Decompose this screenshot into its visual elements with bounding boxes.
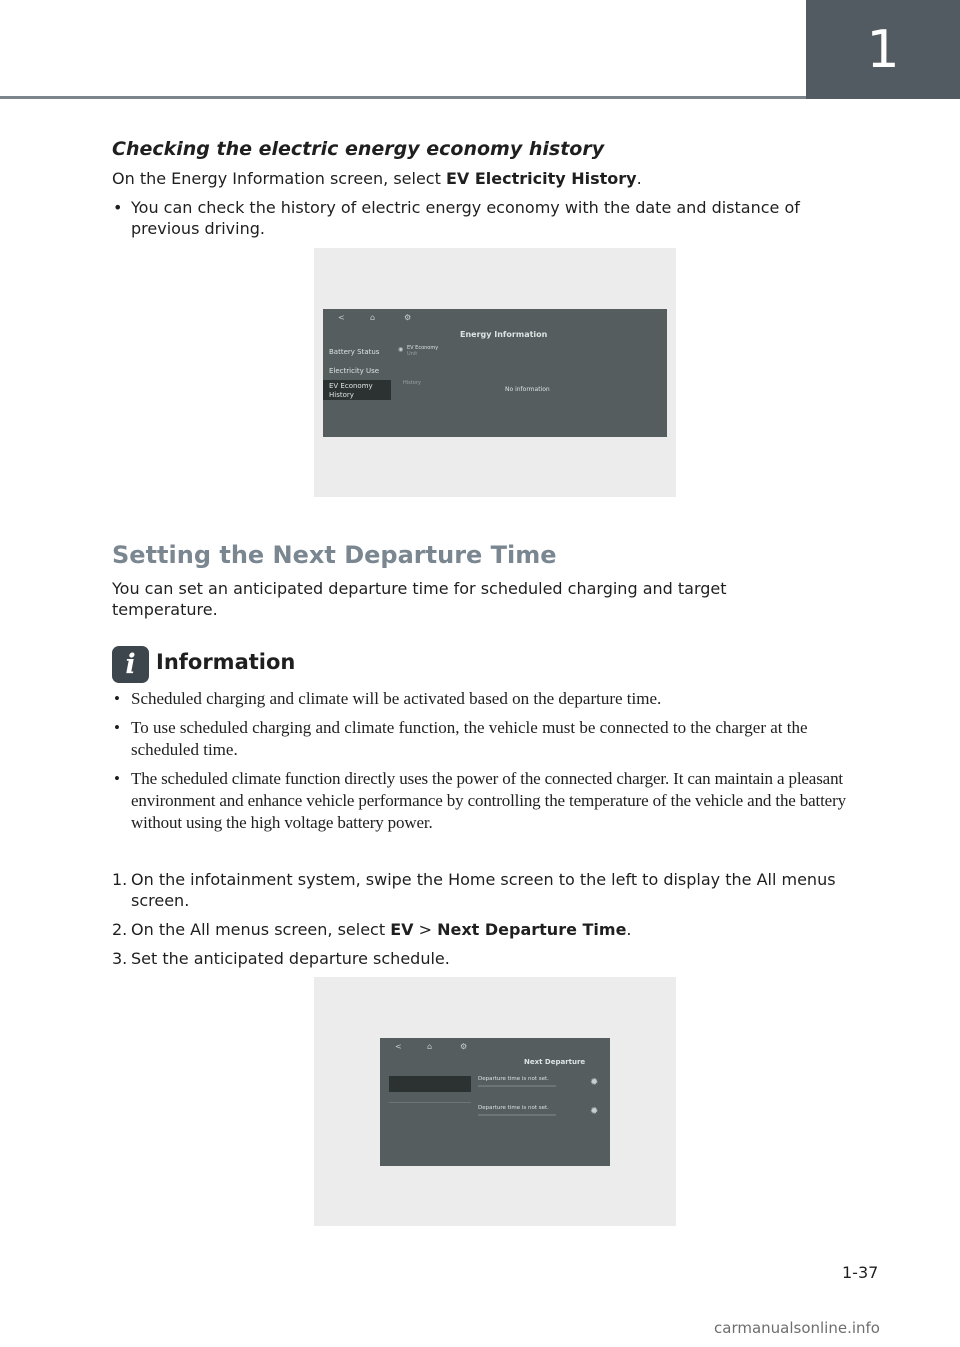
step-3-text: Set the anticipated departure schedule.	[131, 949, 450, 968]
departure-row-1-subline	[478, 1085, 556, 1087]
info-bullet-mark: •	[114, 769, 120, 788]
menu-path-ev-history: EV Electricity History	[445, 169, 637, 188]
page-number: 1-37	[842, 1263, 879, 1282]
step-1-number: 1.	[112, 870, 128, 889]
departure-row-2-subline	[478, 1114, 556, 1116]
sun-gear-icon: ✹	[590, 1106, 599, 1117]
chapter-number: 1	[866, 19, 900, 80]
menu-path-next-departure: Next Departure Time	[437, 920, 627, 939]
info-bullet-2: To use scheduled charging and climate function, the vehicle must be connected to the charger at the scheduled time.	[131, 718, 808, 759]
gear-icon: ⚙	[404, 313, 412, 322]
info-circle-icon: ◉	[398, 346, 404, 353]
screen-title: Energy Information	[460, 330, 548, 339]
info-bullet-3: The scheduled climate function directly uses the power of the connected charger. It can maintain a pleasant environment and enhance vehicle performance by controlling the temperature of the vehicle and the battery without using the high voltage battery power.	[131, 769, 846, 832]
menu-path-ev: EV	[390, 920, 414, 939]
energy-information-screen	[323, 309, 667, 437]
info-bullet-mark: •	[114, 718, 120, 737]
sub-label-economy: EV Economy	[407, 345, 439, 351]
menu-battery-status: Battery Status	[329, 348, 380, 356]
home-icon: ⌂	[370, 313, 376, 322]
section-heading-next-departure: Setting the Next Departure Time	[112, 541, 557, 569]
chapter-tab	[806, 0, 960, 99]
watermark: carmanualsonline.info	[714, 1319, 880, 1337]
back-icon: <	[395, 1042, 402, 1051]
sub-label-unit: Unit	[407, 351, 418, 357]
sun-gear-icon: ✹	[590, 1077, 599, 1088]
info-bullet-1: Scheduled charging and climate will be activated based on the departure time.	[131, 689, 662, 708]
menu-ev-economy: EV Economy	[329, 382, 373, 390]
info-icon: i	[112, 646, 149, 683]
gear-icon: ⚙	[460, 1042, 468, 1051]
bullet-mark: •	[113, 198, 123, 217]
back-icon: <	[338, 313, 345, 322]
home-icon: ⌂	[427, 1042, 433, 1051]
info-title: Information	[156, 650, 296, 674]
info-bullet-mark: •	[114, 689, 120, 708]
section-title: Checking the electric energy economy history	[112, 138, 605, 160]
departure-row-1: Departure time is not set.	[478, 1076, 549, 1082]
screenshot-frame-next-departure	[314, 977, 676, 1226]
menu-history: History	[329, 391, 354, 399]
screen-title: Next Departure	[524, 1058, 586, 1066]
step-1-text: On the infotainment system, swipe the Home screen to the left to display the All menus screen.	[131, 870, 836, 910]
left-menu-highlight	[389, 1076, 471, 1092]
step-2-text: On the All menus screen, select EV > Next Departure Time.	[131, 920, 632, 939]
next-departure-screen	[380, 1038, 610, 1166]
header-rule	[0, 96, 806, 99]
section-intro: On the Energy Information screen, select EV Electricity History.	[112, 169, 642, 188]
no-information-message: No information	[505, 386, 550, 393]
step-3-number: 3.	[112, 949, 128, 968]
departure-row-2: Departure time is not set.	[478, 1105, 549, 1111]
section-intro-next-departure: You can set an anticipated departure time for scheduled charging and target temperature.	[112, 579, 727, 619]
menu-ev-economy-history-highlight	[323, 380, 391, 400]
left-menu-divider	[389, 1102, 471, 1103]
bullet-text: You can check the history of electric energy economy with the date and distance of previous driving.	[131, 198, 800, 238]
menu-electricity-use: Electricity Use	[329, 367, 380, 375]
screenshot-frame-energy-information	[314, 248, 676, 497]
sub-label-history: History	[403, 380, 421, 386]
step-2-number: 2.	[112, 920, 128, 939]
